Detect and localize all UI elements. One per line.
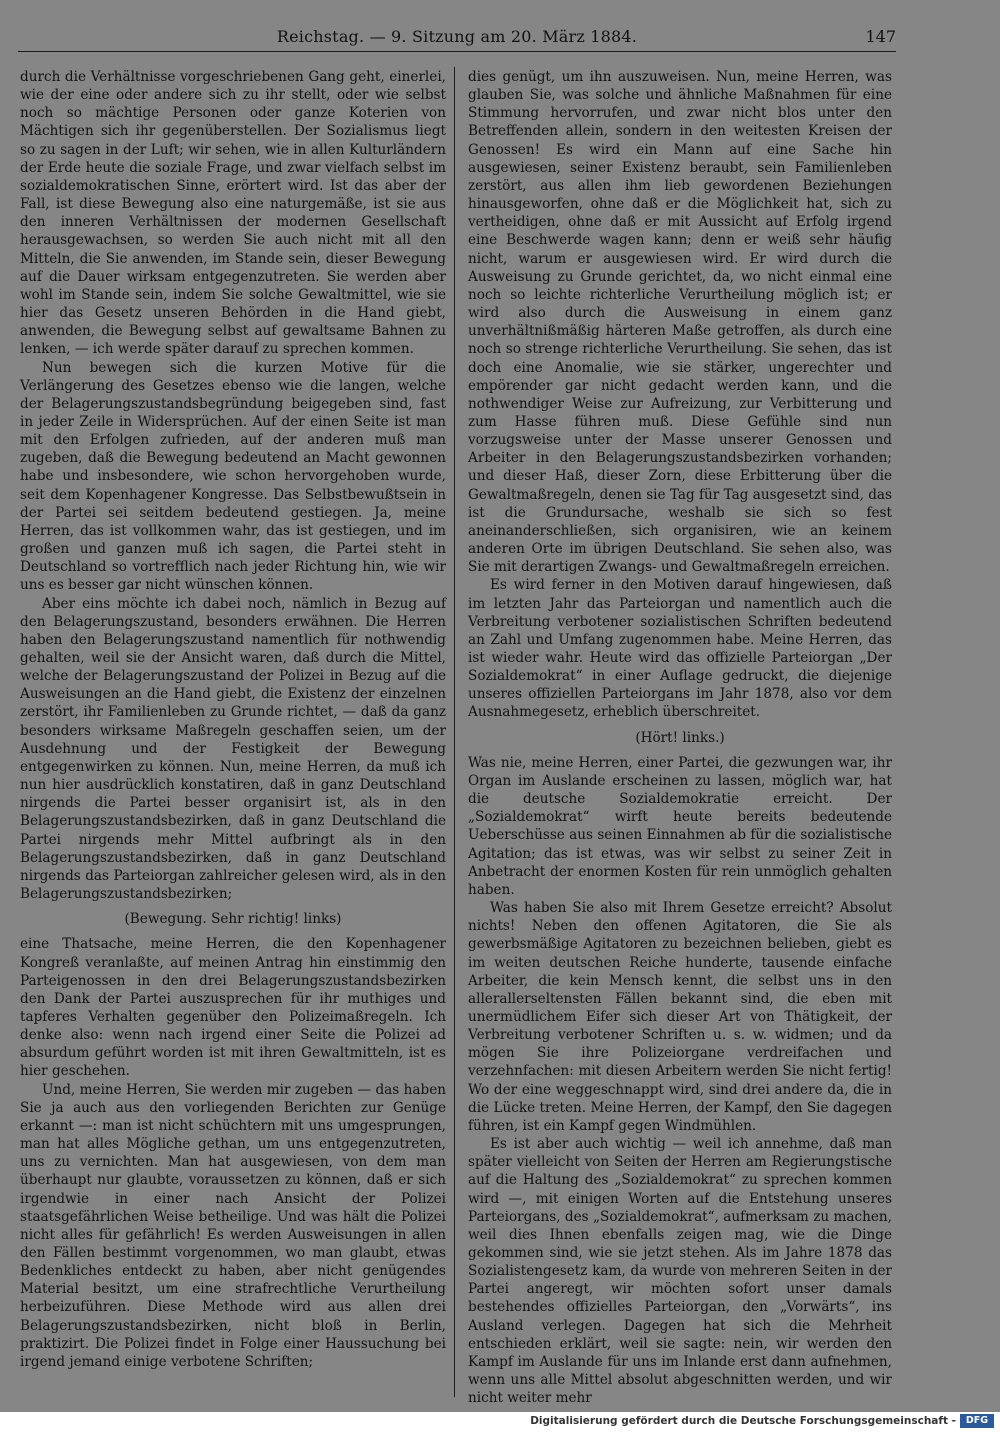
paragraph: Was haben Sie also mit Ihrem Gesetze erreicht? Absolut nichts! Neben den offenen Agitatoren, die Sie als gewerbsmäßige Agitatoren zu bezeichnen belieben, giebt es im weiten deutschen Reiche hunderte, tausende einfache Arbeiter, die kein Mensch kennt, die selbst uns in den allerallerseltensten Fällen bekannt sind, die eben mit unermüdlichem Eifer sich dieser Art von Thätigkeit, der Verbreitung verbotener Schriften u. s. w. widmen; und da mögen Sie ihre Polizeiorgane verdreifachen und verzehnfachen: mit diesen Arbeitern werden Sie nicht fertig! Wo der eine weggeschnappt wird, sind drei andere da, die in die Lücke treten. Meine Herren, der Kampf, den Sie dagegen führen, ist ein Kampf gegen Windmühlen. [468, 900, 892, 1134]
interjection: (Hört! links.) [635, 729, 725, 746]
page-header [18, 27, 896, 49]
digitization-footer [0, 1412, 1000, 1432]
dfg-logo: DFG [960, 1414, 994, 1428]
paragraph: Und, meine Herren, Sie werden mir zugeben — das haben Sie ja auch aus den vorliegenden Berichten zur Genüge erkannt —: man ist nicht schüchtern mit uns umgesprungen, man hat alles Mögliche gethan, um uns entgegenzutreten, uns zu vernichten. Man hat ausgewiesen, von dem man überhaupt nur glaubte, voraussetzen zu können, daß er sich irgendwie in einer nach Ansicht der Polizei staatsgefährlichen Weise betheilige. Und was hält die Polizei nicht alles für gefährlich! Es werden Ausweisungen in allen den Fällen bestimmt vorgenommen, wo man glaubt, etwas Bedenkliches entdeckt zu haben, aber nicht genügendes Material besitzt, um eine strafrechtliche Verurtheilung herbeizuführen. Diese Methode wird aus allen drei Belagerungszustandsbezirken, nicht bloß in Berlin, praktizirt. Die Polizei findet in Folge einer Haussuchung bei irgend jemand einige verbotene Schriften; [20, 1081, 446, 1370]
left-column [20, 68, 446, 1371]
page-number: 147 [865, 27, 896, 46]
paragraph: Nun bewegen sich die kurzen Motive für die Verlängerung des Gesetzes ebenso wie die langen, welche der Belagerungszustandsbegründung beigegeben sind, fast in jeder Zeile in Widersprüchen. Auf der einen Seite ist man mit den Erfolgen zufrieden, auf der anderen muß man zugeben, daß die Bewegung bedeutend an Macht gewonnen habe und insbesondere, wie schon hervorgehoben wurde, seit dem Kopenhagener Kongresse. Das Selbstbewußtsein in der Partei sei seitdem bedeutend gestiegen. Ja, meine Herren, das ist vollkommen wahr, das ist gestiegen, und im großen und ganzen muß ich sagen, die Partei steht in Deutschland so vortrefflich nach jeder Richtung hin, wie wir uns es besser gar nicht wünschen können. [20, 359, 446, 594]
paragraph: Was nie, meine Herren, einer Partei, die gezwungen war, ihr Organ im Auslande erscheinen zu lassen, möglich war, hat die deutsche Sozialdemokratie erreicht. Der „Sozialdemokrat“ wirft heute bereits bedeutende Ueberschüsse aus seinen Einnahmen ab für die sozialistische Agitation; das ist etwas, was wir selbst zu seiner Zeit in Anbetracht der enormen Kosten für rein unmöglich gehalten haben. [468, 754, 893, 898]
right-column [468, 68, 892, 1407]
column-divider [454, 67, 455, 1397]
header-rule [18, 51, 896, 52]
paragraph: Es wird ferner in den Motiven darauf hingewiesen, daß im letzten Jahr das Parteiorgan und namentlich auch die Verbreitung verbotener sozialistischen Schriften bedeutend an Zahl und Umfang zugenommen habe. Meine Herren, das ist wieder wahr. Heute wird das offizielle Parteiorgan „Der Sozialdemokrat“ in einer Auflage gedruckt, die diejenige unseres offiziellen Parteiorgans im Jahr 1878, also vor dem Ausnahmegesetz, erheblich überschreitet. [468, 577, 892, 721]
paragraph: durch die Verhältnisse vorgeschriebenen Gang geht, einerlei, wie der eine oder andere sich zu ihr stellt, oder wie selbst noch so mächtige Personen oder ganze Koterien von Mächtigen sich ihr gegenüberstellen. Der Sozialismus liegt so zu sagen in der Luft; wir sehen, wie in allen Kulturländern der Erde heute die soziale Frage, und zwar vielfach selbst im sozialdemokratischen Sinne, erörtert wird. Ist das aber der Fall, ist diese Bewegung also eine naturgemäße, ist sie aus den inneren Verhältnissen der modernen Gesellschaft herausgewachsen, so werden Sie auch nicht mit all den Mitteln, die Sie anwenden, im Stande sein, dieser Bewegung auf die Dauer wirksam entgegenzutreten. Sie werden aber wohl im Stande sein, indem Sie solche Gewaltmittel, wie sie hier das Gesetz unseren Behörden in die Hand giebt, anwenden, die Bewegung selbst auf gewaltsame Bahnen zu lenken, — ich werde später darauf zu sprechen kommen. [20, 69, 446, 358]
interjection: (Bewegung. Sehr richtig! links) [124, 911, 342, 928]
paragraph: dies genügt, um ihn auszuweisen. Nun, meine Herren, was glauben Sie, was solche und ähnliche Maßnahmen für eine Stimmung hervorrufen, und zwar nicht blos unter den Betreffenden allein, sondern in den weitesten Kreisen der Genossen! Es wird ein Mann auf eine Sache hin ausgewiesen, seiner Existenz beraubt, sein Familienleben zerstört, aus allen ihm lieb gewordenen Beziehungen hinausgeworfen, ohne daß er die Möglichkeit hat, sich zu vertheidigen, ohne daß er mit Aussicht auf Erfolg irgend eine Beschwerde wagen kann; denn er weiß sehr häufig nicht, warum er ausgewiesen wird. Er wird durch die Ausweisung zu Grunde gerichtet, da, wo nicht einmal eine noch so leichte richterliche Verurtheilung möglich ist; er wird also durch die Ausweisung in einem ganz unverhältnißmäßig härteren Maße getroffen, als durch eine noch so strenge richterliche Verurtheilung. Sie sehen, das ist doch eine Anomalie, wie sie stärker, ungerechter und empörender gar nicht gedacht werden kann, und die nothwendiger Weise zur Aufreizung, zur Verbitterung und zum Hasse führen muß. Diese Gefühle sind nun vorzugsweise unter der Masse unserer Genossen und Arbeiter in den Belagerungszustandsbezirken vorhanden; und dieser Haß, dieser Zorn, diese Erbitterung über die Gewaltmaßregeln, denen sie Tag für Tag ausgesetzt sind, das ist die Grundursache, weshalb sie sich so fest aneinanderschließen, sich organisiren, wie an keinem anderen Orte im übrigen Deutschland. Sie sehen also, was Sie mit derartigen Zwangs- und Gewaltmaßregeln erreichen. [468, 69, 892, 576]
paragraph: Aber eins möchte ich dabei noch, nämlich in Bezug auf den Belagerungszustand, besonders erwähnen. Die Herren haben den Belagerungszustand namentlich für nothwendig gehalten, weil sie der Ansicht waren, daß durch die Mittel, welche der Belagerungszustand der Polizei in Bezug auf die Ausweisungen an die Hand giebt, die Existenz der einzelnen zerstört, ihr Familienleben zu Grunde richtet, — daß da ganz besonders wirksame Maßregeln geschaffen seien, um der Ausdehnung und der Festigkeit der Bewegung entgegenwirken zu können. Nun, meine Herren, da muß ich nun hier ausdrücklich konstatiren, daß in ganz Deutschland nirgends die Partei besser organisirt ist, als in den Belagerungszustandsbezirken, daß in ganz Deutschland die Partei nirgends mehr Mittel aufbringt als in den Belagerungszustandsbezirken, daß in ganz Deutschland nirgends das Parteiorgan zahlreicher gelesen wird, als in den Belagerungszustandsbezirken; [20, 595, 446, 903]
paragraph: Es ist aber auch wichtig — weil ich annehme, daß man später vielleicht von Seiten der Herren am Regierungstische auf die Haltung des „Sozialdemokrat“ zu sprechen kommen wird —, mit einigen Worten auf die Entstehung unseres Parteiorgans, des „Sozialdemokrat“, aufmerksam zu machen, weil dies Ihnen ebenfalls zeigen mag, wie die Dinge gekommen sind, wie sie jetzt stehen. Als im Jahre 1878 das Sozialistengesetz kam, da wurde von mehreren Seiten in der Partei angeregt, wir möchten sofort unser damals bestehendes offizielles Parteiorgan, den „Vorwärts“, ins Ausland verlegen. Dagegen hat sich die Mehrheit entschieden erklärt, weil sie sagte: nein, wir werden den Kampf im Auslande für uns im Inlande erst dann aufnehmen, wenn uns alle Mittel absolut abgeschnitten werden, und wir nicht weiter mehr [468, 1136, 892, 1407]
funding-credit: Digitalisierung gefördert durch die Deutsche Forschungsgemeinschaft - [530, 1415, 956, 1427]
paragraph: eine Thatsache, meine Herren, die den Kopenhagener Kongreß veranlaßte, auf meinen Antrag hin einstimmig den Parteigenossen in den drei Belagerungszustandsbezirken den Dank der Partei auszusprechen für ihr muthiges und tapferes Verhalten gegenüber den Polizeimaßregeln. Ich denke also: wenn nach irgend einer Seite die Polizei ad absurdum geführt worden ist mit ihren Gewaltmitteln, ist es hier geschehen. [20, 936, 446, 1080]
running-title: Reichstag. — 9. Sitzung am 20. März 1884. [276, 27, 638, 46]
